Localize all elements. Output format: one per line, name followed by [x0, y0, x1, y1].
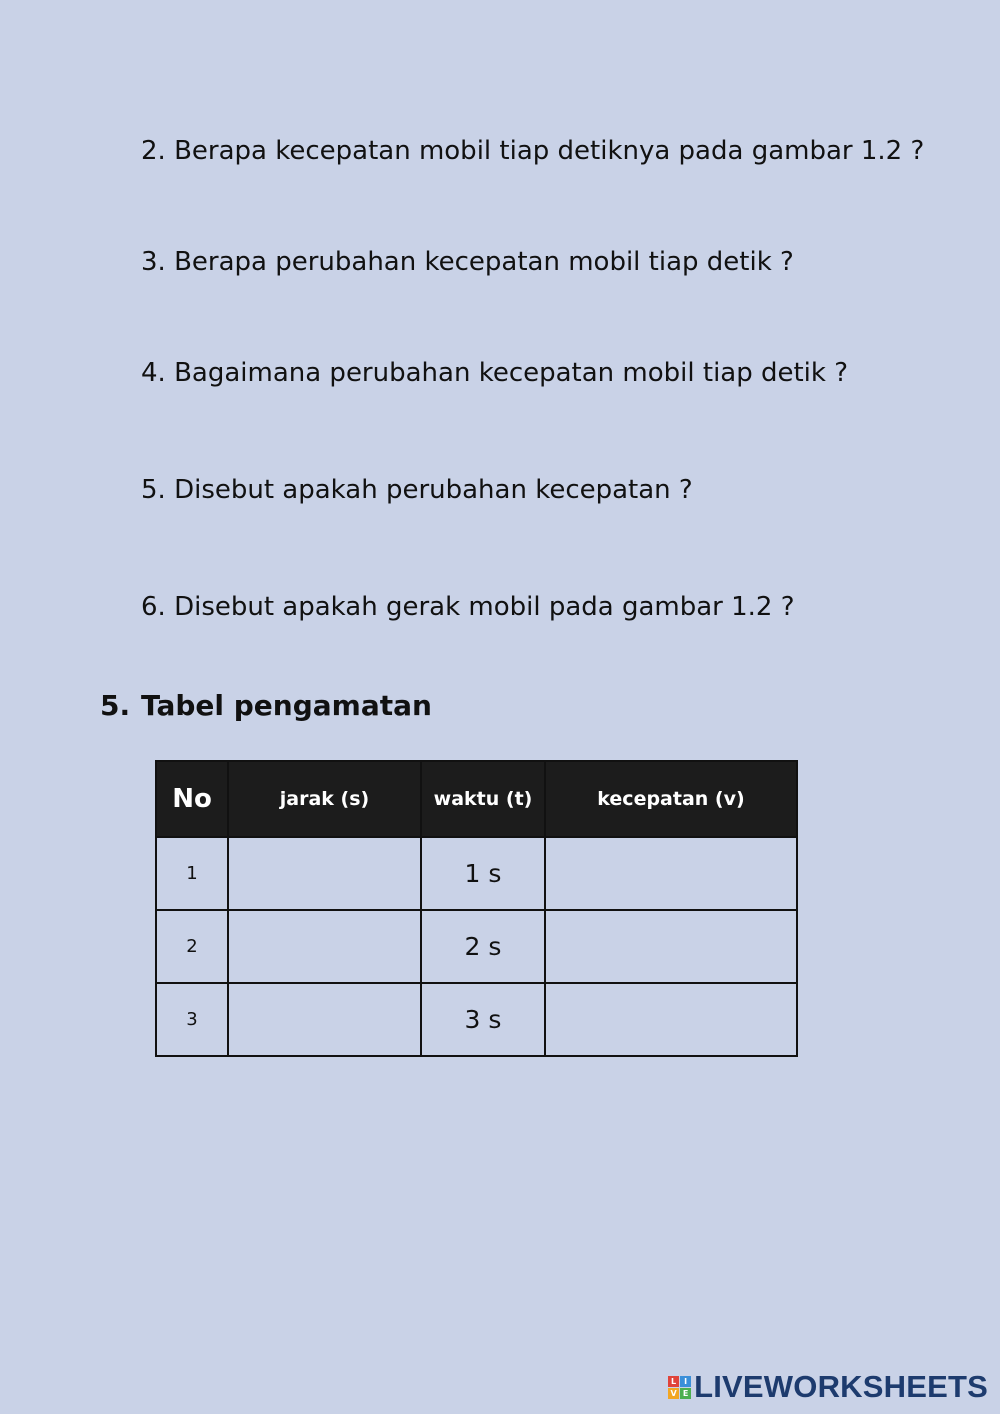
logo-text: LIVEWORKSHEETS	[694, 1369, 988, 1404]
header-distance: jarak (s)	[228, 761, 421, 837]
question-2: 2. Berapa kecepatan mobil tiap detiknya pada gambar 1.2 ?	[141, 136, 925, 166]
logo-mark-e: E	[680, 1388, 691, 1399]
header-time: waktu (t)	[421, 761, 545, 837]
time-cell: 1 s	[421, 837, 545, 910]
question-4: 4. Bagaimana perubahan kecepatan mobil tiap detik ?	[141, 358, 849, 388]
section-heading	[100, 688, 432, 724]
question-6: 6. Disebut apakah gerak mobil pada gambar 1.2 ?	[141, 592, 795, 622]
logo-mark-l: L	[668, 1376, 679, 1387]
speed-input-cell[interactable]	[545, 983, 797, 1056]
speed-input-cell[interactable]	[545, 910, 797, 983]
header-no: No	[156, 761, 228, 837]
liveworksheets-logo-icon	[668, 1376, 691, 1399]
observation-table	[155, 760, 798, 1057]
row-number-cell: 3	[156, 983, 228, 1056]
row-number-cell: 2	[156, 910, 228, 983]
table-row	[156, 910, 797, 983]
header-speed: kecepatan (v)	[545, 761, 797, 837]
question-5: 5. Disebut apakah perubahan kecepatan ?	[141, 475, 693, 505]
section-number: 5.	[100, 689, 131, 722]
logo-mark-i: I	[680, 1376, 691, 1387]
distance-input-cell[interactable]	[228, 983, 421, 1056]
section-title: Tabel pengamatan	[141, 689, 432, 722]
distance-input-cell[interactable]	[228, 910, 421, 983]
question-3: 3. Berapa perubahan kecepatan mobil tiap detik ?	[141, 247, 794, 277]
table-row	[156, 837, 797, 910]
distance-input-cell[interactable]	[228, 837, 421, 910]
logo-mark-v: V	[668, 1388, 679, 1399]
time-cell: 3 s	[421, 983, 545, 1056]
time-cell: 2 s	[421, 910, 545, 983]
row-number-cell: 1	[156, 837, 228, 910]
liveworksheets-logo	[668, 1370, 988, 1404]
table-header-row	[156, 761, 797, 837]
table-row	[156, 983, 797, 1056]
speed-input-cell[interactable]	[545, 837, 797, 910]
